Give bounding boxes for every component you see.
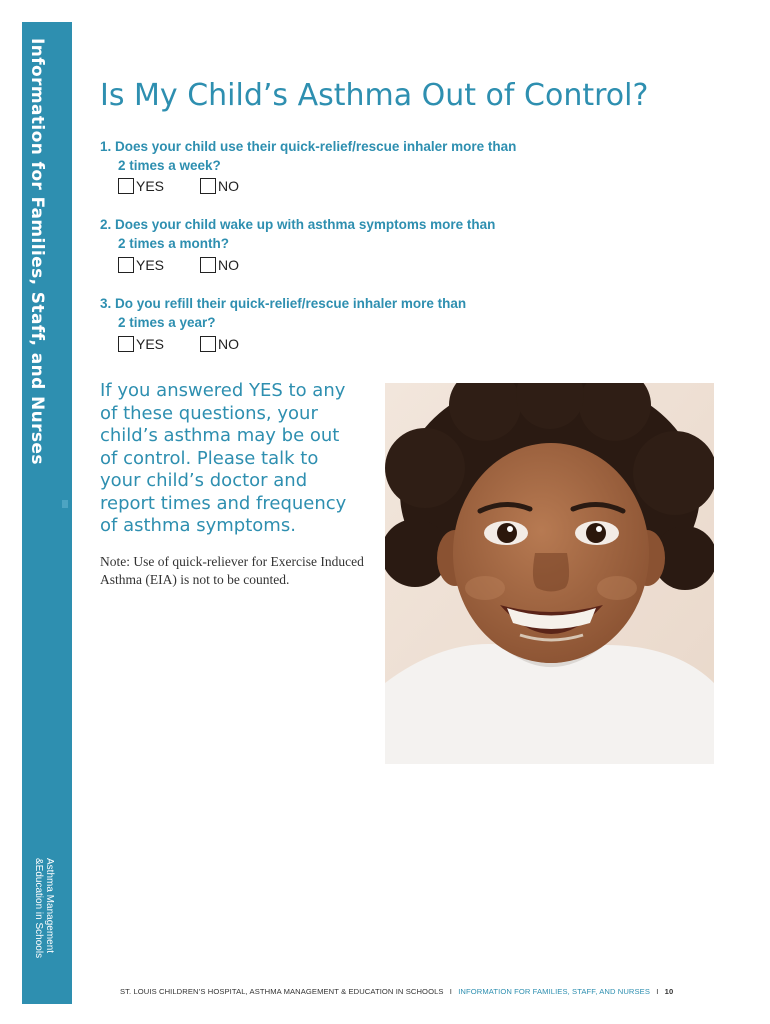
question-3-yes-option[interactable] bbox=[118, 336, 164, 352]
question-1-line-1: 1. Does your child use their quick-relief/rescue inhaler more than bbox=[100, 139, 517, 154]
yes-label: YES bbox=[136, 336, 165, 352]
page-title: Is My Child’s Asthma Out of Control? bbox=[100, 78, 649, 113]
sidebar-tick bbox=[62, 500, 68, 508]
logo-line-2: &Education in Schools bbox=[33, 858, 44, 959]
checkbox[interactable] bbox=[118, 178, 134, 194]
question-1-line-2: 2 times a week? bbox=[118, 158, 221, 173]
footer-separator: I bbox=[449, 987, 452, 996]
smiling-child-photo bbox=[385, 383, 714, 764]
no-label: NO bbox=[218, 178, 239, 194]
answer-guidance: If you answered YES to any of these questions, your child’s asthma may be out of control. Please talk to your child’s doctor and report times and frequency of asthma symptoms. bbox=[100, 380, 347, 536]
program-logo bbox=[33, 858, 55, 958]
footer-separator: I bbox=[656, 987, 659, 996]
logo-line-1: Asthma Management bbox=[44, 858, 55, 954]
question-1-no-option[interactable] bbox=[200, 178, 239, 194]
footer-section: INFORMATION FOR FAMILIES, STAFF, AND NURSES bbox=[458, 987, 650, 996]
question-3 bbox=[100, 294, 620, 332]
question-2-line-2: 2 times a month? bbox=[118, 236, 230, 251]
yes-label: YES bbox=[136, 257, 165, 273]
footer-organization: ST. LOUIS CHILDREN’S HOSPITAL, ASTHMA MANAGEMENT & EDUCATION IN SCHOOLS bbox=[120, 987, 444, 996]
sidebar-title: Information for Families, Staff, and Nurses bbox=[27, 38, 47, 465]
page-footer bbox=[120, 987, 673, 996]
question-2 bbox=[100, 215, 620, 253]
page-number: 10 bbox=[664, 987, 674, 996]
yes-label: YES bbox=[136, 178, 165, 194]
checkbox[interactable] bbox=[118, 257, 134, 273]
checkbox[interactable] bbox=[200, 336, 216, 352]
question-2-line-1: 2. Does your child wake up with asthma symptoms more than bbox=[100, 217, 496, 232]
question-1-yes-option[interactable] bbox=[118, 178, 164, 194]
note-text: Note: Use of quick-reliever for Exercise Induced Asthma (EIA) is not to be counted. bbox=[100, 554, 364, 587]
question-1 bbox=[100, 137, 620, 175]
question-2-yes-option[interactable] bbox=[118, 257, 164, 273]
no-label: NO bbox=[218, 336, 239, 352]
question-2-no-option[interactable] bbox=[200, 257, 239, 273]
checkbox[interactable] bbox=[200, 257, 216, 273]
no-label: NO bbox=[218, 257, 239, 273]
question-3-no-option[interactable] bbox=[200, 336, 239, 352]
checkbox[interactable] bbox=[118, 336, 134, 352]
checkbox[interactable] bbox=[200, 178, 216, 194]
question-3-line-2: 2 times a year? bbox=[118, 315, 216, 330]
question-3-line-1: 3. Do you refill their quick-relief/rescue inhaler more than bbox=[100, 296, 467, 311]
